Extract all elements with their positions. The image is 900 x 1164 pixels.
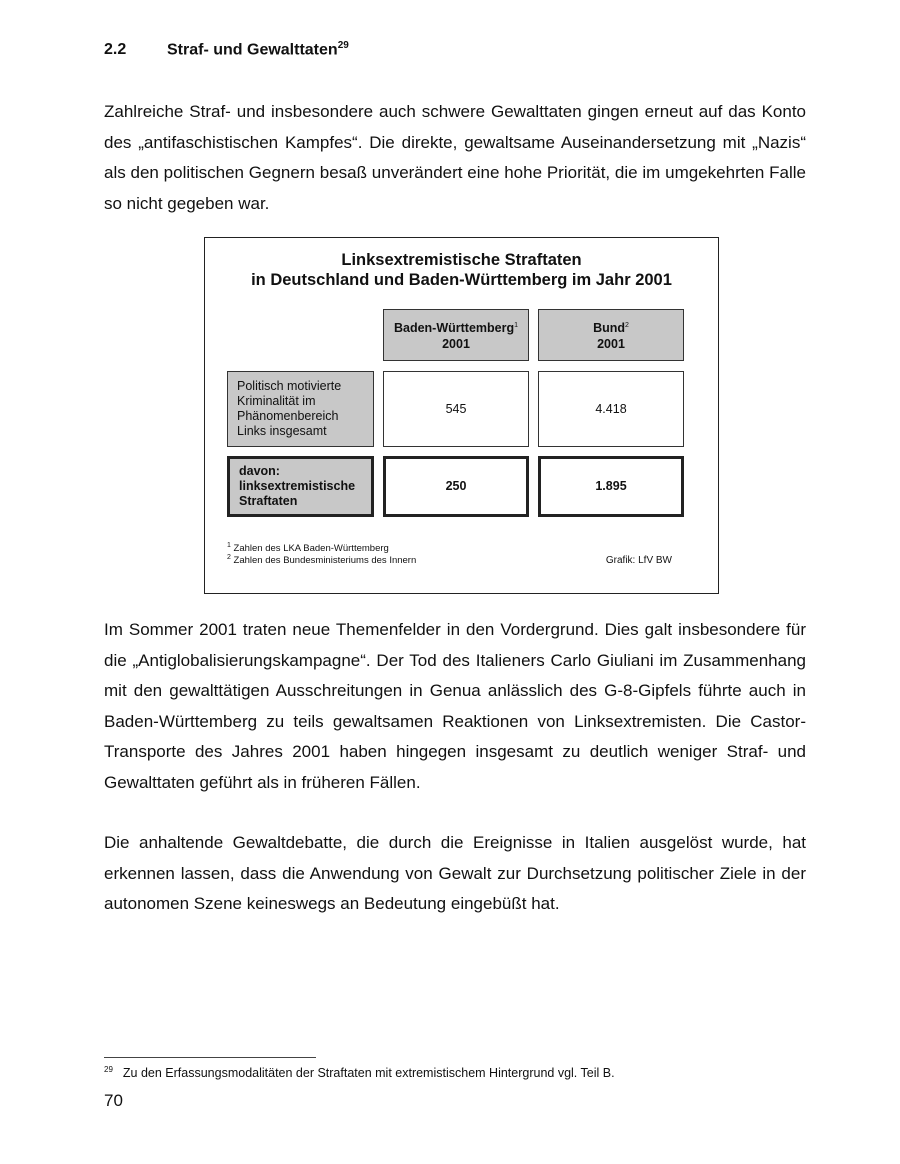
figure-note-1-text: Zahlen des LKA Baden-Württemberg [233, 543, 389, 555]
column-header-bw [383, 309, 529, 361]
footnote-ref: 29 [337, 40, 349, 51]
page-number: 70 [104, 1091, 123, 1110]
paragraph-3: Die anhaltende Gewaltdebatte, die durch die Ereignisse in Italien ausgelöst wurde, hat erkennen lassen, dass die Anwendung von Gewalt zur Durchsetzung politischer Ziele in der autonomen Szene keineswegs an Bedeutung eingebüßt hat. [104, 833, 806, 913]
value-linksextremistisch-bund: 1.895 [538, 456, 684, 517]
row-label-linksextremistisch-line: davon: [239, 464, 280, 478]
row-label-total [227, 371, 374, 447]
row-label-linksextremistisch-line: Straftaten [239, 494, 298, 508]
row-label-linksextremistisch [227, 456, 374, 517]
figure-note-2-mark: 2 [227, 554, 231, 561]
section-number: 2.2 [104, 41, 127, 59]
footnote [104, 1065, 615, 1080]
column-header-bw-note: 1 [514, 322, 519, 330]
figure-credit: Grafik: LfV BW [605, 555, 672, 566]
footnote-mark: 29 [104, 1065, 113, 1074]
value-linksextremistisch-bw: 250 [383, 456, 529, 517]
row-label-linksextremistisch-line: linksextremistische [239, 479, 356, 493]
paragraph-1: Zahlreiche Straf- und insbesondere auch schwere Gewalttaten gingen erneut auf das Konto des „antifaschistischen Kampfes“. Die direkte, gewaltsame Auseinandersetzung mit „Nazis“ als den politischen Gegnern besaß unverändert eine hohe Priorität, die im umgekehrten Falle so nicht gegeben war. [104, 102, 806, 213]
figure-title-line-1: Linksextremistische Straftaten [341, 251, 582, 269]
column-header-bund-name: Bund [593, 321, 626, 336]
column-header-bund [538, 309, 684, 361]
value-total-bw: 545 [383, 371, 529, 447]
footnote-divider [104, 1057, 316, 1058]
value-total-bund: 4.418 [538, 371, 684, 447]
row-label-total-line: Phänomenbereich [237, 409, 339, 423]
column-header-bund-note: 2 [625, 322, 629, 330]
paragraph-2: Im Sommer 2001 traten neue Themenfelder in den Vordergrund. Dies galt insbesondere für die „Antiglobalisierungskampagne“. Der Tod des Italieners Carlo Giuliani im Zusammenhang mit den gewalttätigen Ausschreitungen in Genua anlässlich des G-8-Gipfels führte auch in Baden-Württemberg zu teils gewaltsamen Reaktionen von Linksextremisten. Die Castor-Transporte des Jahres 2001 haben hingegen insgesamt zu deutlich weniger Straf- und Gewalttaten geführt als in früheren Fällen. [104, 620, 806, 792]
figure-note-1-mark: 1 [227, 542, 231, 549]
row-label-total-line: Links insgesamt [237, 424, 327, 438]
footnote-text: Zu den Erfassungsmodalitäten der Straftaten mit extremistischem Hintergrund vgl. Teil B. [122, 1066, 615, 1081]
figure-note-2-text: Zahlen des Bundesministeriums des Innern [233, 555, 417, 567]
figure-note-2 [227, 552, 416, 567]
row-label-total-line: Kriminalität im [237, 394, 316, 408]
section-title: Straf- und Gewalttaten [167, 41, 338, 59]
section-heading [104, 40, 349, 59]
statistics-figure [204, 237, 719, 594]
row-label-total-line: Politisch motivierte [237, 379, 342, 393]
column-header-bw-name: Baden-Württemberg [393, 321, 515, 336]
figure-title-line-2: in Deutschland und Baden-Württemberg im Jahr 2001 [251, 271, 672, 289]
column-header-bund-year: 2001 [597, 336, 625, 351]
column-header-bw-year: 2001 [442, 336, 470, 351]
figure-title [205, 250, 718, 290]
